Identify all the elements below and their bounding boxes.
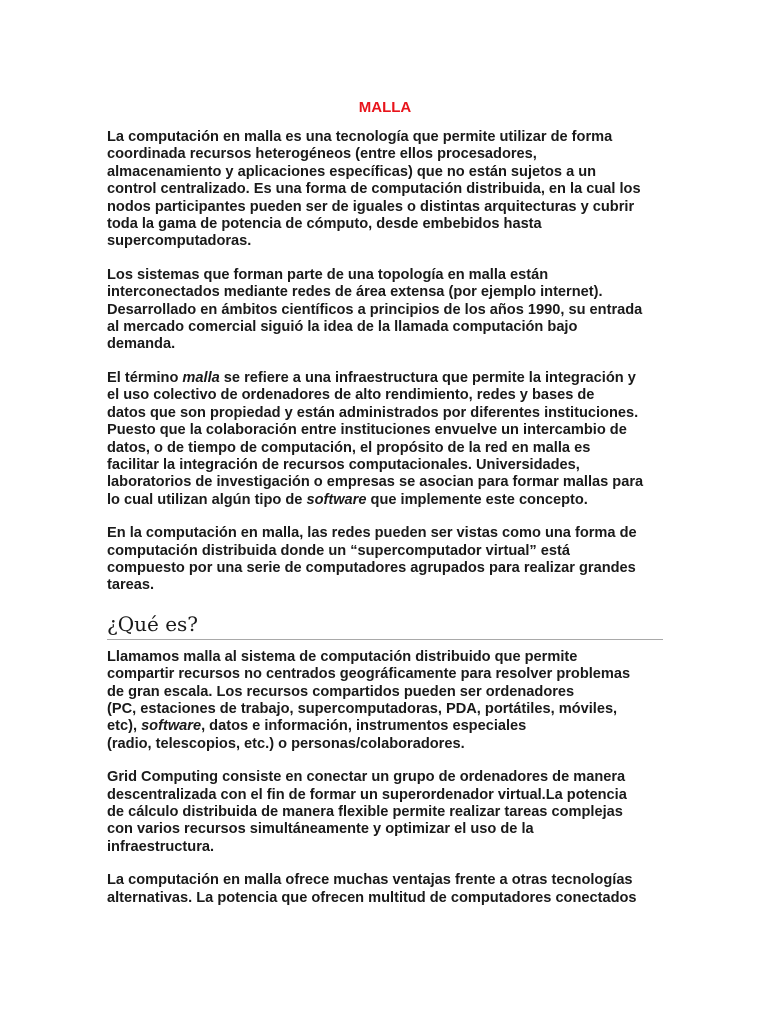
text-run: , datos e información, instrumentos especiales (radio, telescopios, etc.) o personas/colaboradores. [107,718,527,752]
section-heading-que-es: ¿Qué es? [107,611,663,640]
text-run: que implemente este concepto. [366,491,588,508]
section-paragraph-1 [107,649,663,753]
intro-paragraph-1: La computación en malla es una tecnología que permite utilizar de forma coordinada recursos heterogéneos (entre ellos procesadores, almacenamiento y aplicaciones específicas) que no están sujetos a un control centralizado. Es una forma de computación distribuida, en la cual los nodos participantes pueden ser de iguales o distintas arquitecturas y cubrir toda la gama de potencia de cómputo, desde embebidos hasta supercomputadoras. [107,129,641,250]
intro-paragraph-2: Los sistemas que forman parte de una topología en malla están interconectados mediante redes de área extensa (por ejemplo internet). Desarrollado en ámbitos científicos a principios de los años 1990, su entrada al mercado comercial siguió la idea de la llamada computación bajo demanda. [107,266,643,353]
italic-term-software: software [306,491,367,508]
text-run: El término [107,369,183,386]
text-run: se refiere a una infraestructura que permite la integración y el uso colectivo de ordenadores de alto rendimiento, redes y bases de datos que son propiedad y están administrados por diferentes instituciones. Puesto que la colaboración entre instituciones envuelve un intercambio de datos, o de tiempo de computación, el propósito de la red en malla es facilitar la integración de recursos computacionales. Universidades, laboratorios de investigación o empresas se asocian para formar mallas para lo cual utilizan algún tipo de [107,369,644,508]
intro-paragraph-3 [107,370,663,509]
document-body [107,99,663,923]
document-title: MALLA [358,99,412,116]
italic-term-software: software [141,718,202,735]
section-paragraph-3: La computación en malla ofrece muchas ventajas frente a otras tecnologías alternativas. La potencia que ofrecen multitud de computadores conectados [107,872,637,906]
text-run: Llamamos malla al sistema de computación distribuido que permite compartir recursos no centrados geográficamente para resolver problemas de gran escala. Los recursos compartidos pueden ser ordenadores (PC, estaciones de trabajo, supercomputadoras, PDA, portátiles, móviles, etc), [107,648,631,735]
intro-paragraph-4: En la computación en malla, las redes pueden ser vistas como una forma de computación distribuida donde un “supercomputador virtual” está compuesto por una serie de computadores agrupados para realizar grandes tareas. [107,525,637,594]
section-paragraph-2: Grid Computing consiste en conectar un grupo de ordenadores de manera descentralizada con el fin de formar un superordenador virtual.La potencia de cálculo distribuida de manera flexible permite realizar tareas complejas con varios recursos simultáneamente y optimizar el uso de la infraestructura. [107,769,627,855]
italic-term-malla: malla [182,369,220,386]
